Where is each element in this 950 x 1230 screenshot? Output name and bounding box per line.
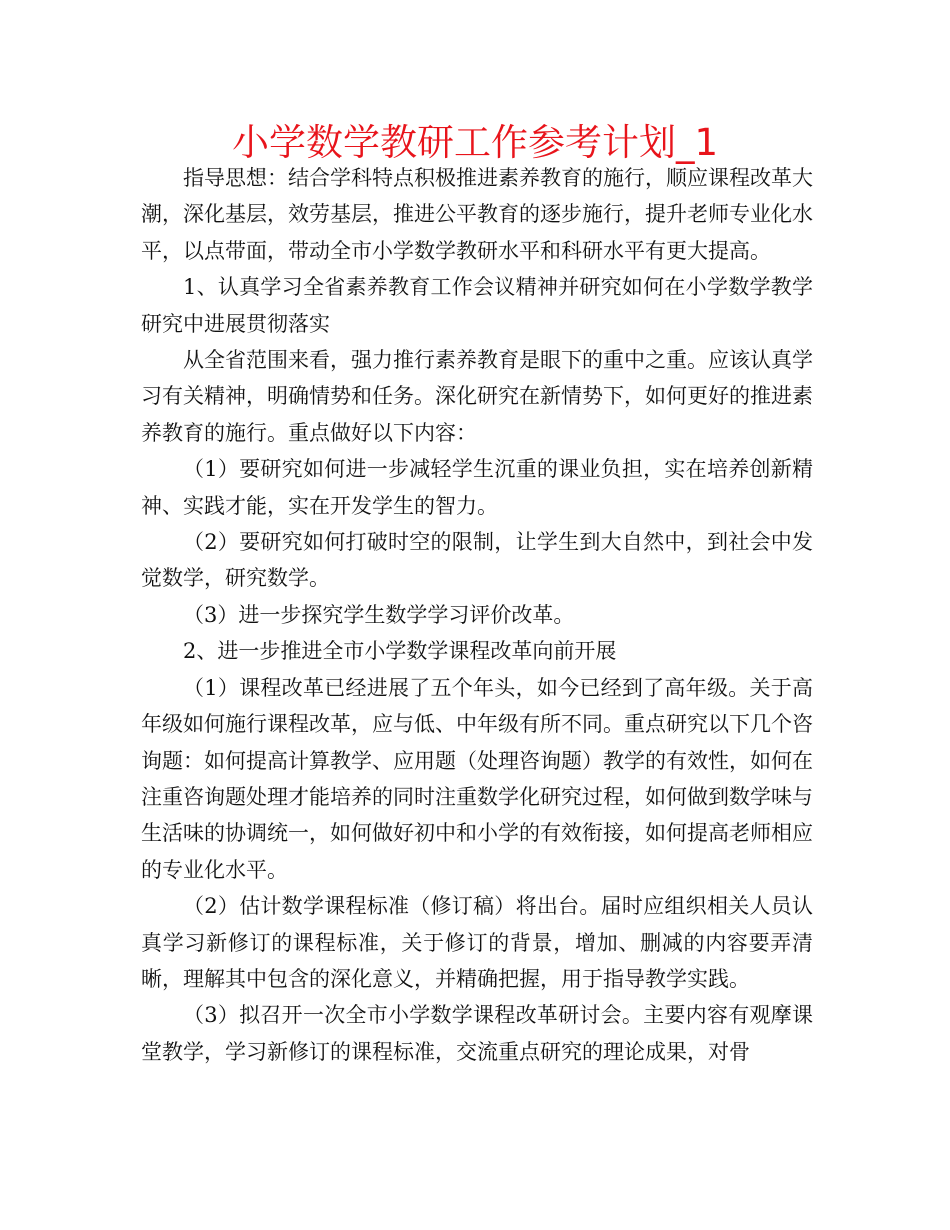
document-body bbox=[141, 160, 813, 1070]
list-item-2-3: （3）拟召开一次全市小学数学课程改革研讨会。主要内容有观摩课堂教学，学习新修订的课程标准，交流重点研究的理论成果，对骨 bbox=[141, 1003, 813, 1064]
section-heading-2: 2、进一步推进全市小学数学课程改革向前开展 bbox=[183, 639, 617, 664]
list-item-1-1: （1）要研究如何进一步减轻学生沉重的课业负担，实在培养创新精神、实践才能，实在开发学生的智力。 bbox=[141, 457, 813, 518]
document-title: 小学数学教研工作参考计划_1 bbox=[231, 121, 719, 164]
list-item-1-3: （3）进一步探究学生数学学习评价改革。 bbox=[183, 602, 575, 627]
paragraph-province-scope: 从全省范围来看，强力推行素养教育是眼下的重中之重。应该认真学习有关精神，明确情势和任务。深化研究在新情势下，如何更好的推进素养教育的施行。重点做好以下内容： bbox=[141, 348, 813, 445]
list-item-2-1: （1）课程改革已经进展了五个年头，如今已经到了高年级。关于高年级如何施行课程改革，应与低、中年级有所不同。重点研究以下几个咨询题：如何提高计算教学、应用题（处理咨询题）教学的有效性，如何在注重咨询题处理才能培养的同时注重数学化研究过程，如何做到数学味与生活味的协调统一，如何做好初中和小学的有效衔接，如何提高老师相应的专业化水平。 bbox=[141, 675, 813, 882]
paragraph-guiding-idea: 指导思想：结合学科特点积极推进素养教育的施行，顺应课程改革大潮，深化基层，效劳基层，推进公平教育的逐步施行，提升老师专业化水平，以点带面，带动全市小学数学教研水平和科研水平有更大提高。 bbox=[141, 166, 813, 263]
list-item-1-2: （2）要研究如何打破时空的限制，让学生到大自然中，到社会中发觉数学，研究数学。 bbox=[141, 530, 813, 591]
list-item-2-2: （2）估计数学课程标准（修订稿）将出台。届时应组织相关人员认真学习新修订的课程标准，关于修订的背景，增加、删减的内容要弄清晰，理解其中包含的深化意义，并精确把握，用于指导教学实践。 bbox=[141, 894, 813, 991]
section-heading-1: 1、认真学习全省素养教育工作会议精神并研究如何在小学数学教学研究中进展贯彻落实 bbox=[141, 275, 813, 336]
